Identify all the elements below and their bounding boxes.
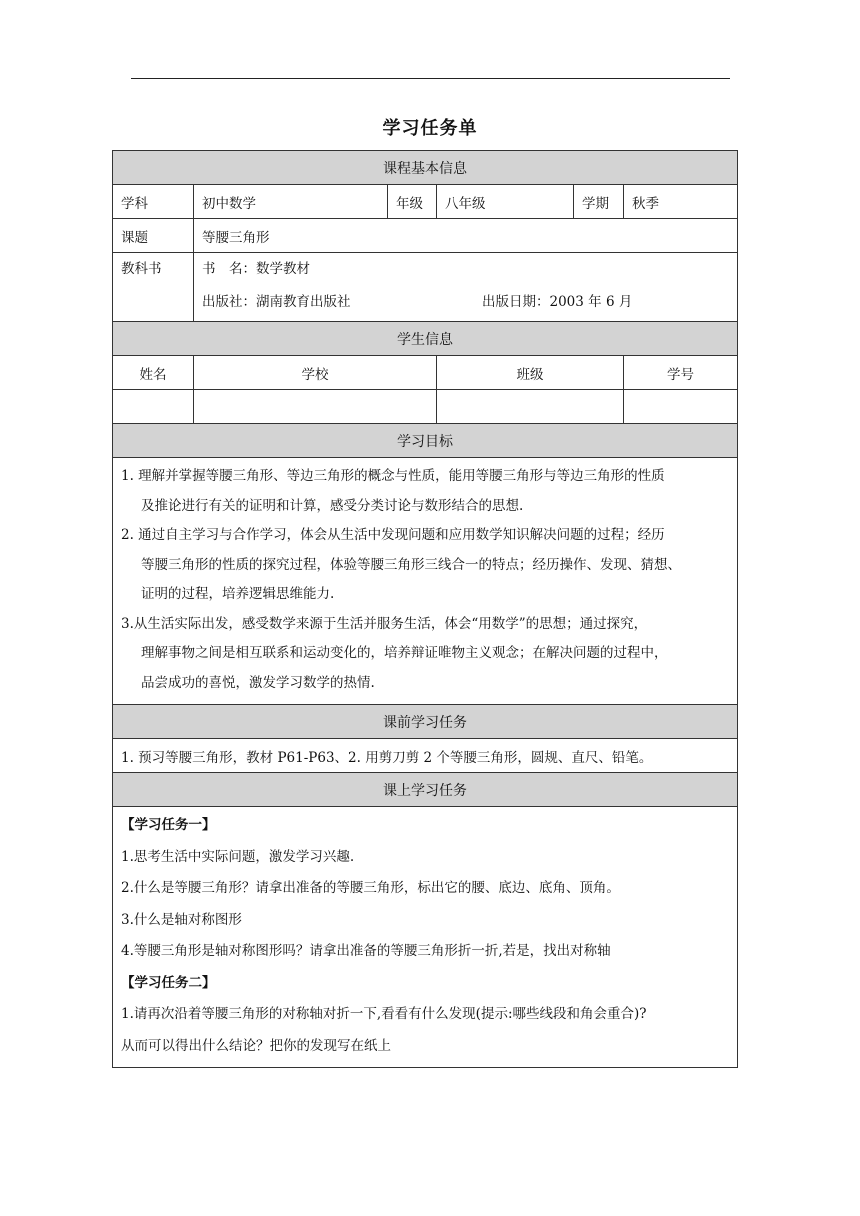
section-header-pre-class (113, 705, 738, 739)
document-title: 学习任务单 (382, 118, 478, 139)
student-class-header: 班级 (437, 356, 624, 390)
pre-class-header: 课前学习任务 (113, 705, 738, 739)
objective-1-line-1: 1. 理解并掌握等腰三角形、等边三角形的概念与性质，能用等腰三角形与等边三角形的性质 (121, 468, 665, 484)
objective-1-line-2: 及推论进行有关的证明和计算，感受分类讨论与数形结合的思想. (141, 497, 524, 514)
task-2-item-1-cont: 从而可以得出什么结论？把你的发现写在纸上 (121, 1037, 391, 1054)
student-school-cell[interactable] (194, 390, 437, 424)
task-2-item-1: 1.请再次沿着等腰三角形的对称轴对折一下,看看有什么发现(提示:哪些线段和角会重合)? (121, 1006, 647, 1022)
objective-3-line-1: 3.从生活实际出发，感受数学来源于生活并服务生活，体会“用数学”的思想；通过探究， (121, 615, 648, 632)
task-sheet-table (112, 150, 738, 1068)
section-header-in-class (113, 773, 738, 807)
pre-class-row (113, 739, 738, 773)
subject-label: 学科 (113, 185, 194, 219)
student-info-header: 学生信息 (113, 322, 738, 356)
topic-value: 等腰三角形 (194, 219, 738, 253)
task-1-item-2: 2.什么是等腰三角形？请拿出准备的等腰三角形，标出它的腰、底边、底角、顶角。 (121, 880, 620, 896)
term-label: 学期 (574, 185, 624, 219)
publish-date: 出版日期：2003 年 6 月 (482, 294, 633, 310)
header-rule (131, 78, 730, 79)
course-info-header: 课程基本信息 (113, 151, 738, 185)
publisher-line (202, 286, 729, 319)
task-1-title: 【学习任务一】 (121, 817, 216, 833)
textbook-label: 教科书 (121, 261, 162, 277)
objective-3-line-3: 品尝成功的喜悦，激发学习数学的热情. (141, 674, 375, 691)
objective-2-line-2: 等腰三角形的性质的探究过程，体验等腰三角形三线合一的特点；经历操作、发现、猜想、 (141, 556, 681, 573)
task-1-item-4: 4.等腰三角形是轴对称图形吗？请拿出准备的等腰三角形折一折,若是，找出对称轴 (121, 943, 611, 959)
student-name-header: 姓名 (113, 356, 194, 390)
grade-label: 年级 (388, 185, 437, 219)
grade-value: 八年级 (437, 185, 574, 219)
subject-row (113, 185, 738, 219)
objectives-list (121, 458, 729, 704)
topic-row (113, 219, 738, 253)
student-class-cell[interactable] (437, 390, 624, 424)
objectives-header: 学习目标 (113, 424, 738, 458)
student-values-row (113, 390, 738, 424)
task-1-item-3: 3.什么是轴对称图形 (121, 911, 242, 928)
objective-3-line-2: 理解事物之间是相互联系和运动变化的，培养辩证唯物主义观念；在解决问题的过程中， (141, 645, 668, 661)
objective-2-line-1: 2. 通过自主学习与合作学习，体会从生活中发现问题和应用数学知识解决问题的过程；经历 (121, 527, 665, 543)
student-id-cell[interactable] (624, 390, 738, 424)
objective-2-line-3: 证明的过程，培养逻辑思维能力. (141, 586, 335, 602)
section-header-student-info (113, 322, 738, 356)
in-class-tasks (121, 807, 729, 1067)
pre-class-text: 1. 预习等腰三角形，教材 P61-P63、2. 用剪刀剪 2 个等腰三角形，圆规、直尺、铅笔。 (113, 739, 738, 773)
student-id-header: 学号 (624, 356, 738, 390)
student-name-cell[interactable] (113, 390, 194, 424)
subject-value: 初中数学 (194, 185, 388, 219)
section-header-objectives (113, 424, 738, 458)
in-class-header: 课上学习任务 (113, 773, 738, 807)
textbook-row (113, 253, 738, 322)
objectives-row (113, 458, 738, 705)
term-value: 秋季 (624, 185, 738, 219)
student-school-header: 学校 (194, 356, 437, 390)
publisher: 出版社：湖南教育出版社 (202, 294, 351, 310)
in-class-row (113, 807, 738, 1068)
task-2-title: 【学习任务二】 (121, 974, 216, 991)
topic-label: 课题 (113, 219, 194, 253)
book-name: 书 名：数学教材 (202, 261, 310, 277)
student-columns-row (113, 356, 738, 390)
task-1-item-1: 1.思考生活中实际问题，激发学习兴趣. (121, 848, 355, 865)
section-header-course-info (113, 151, 738, 185)
